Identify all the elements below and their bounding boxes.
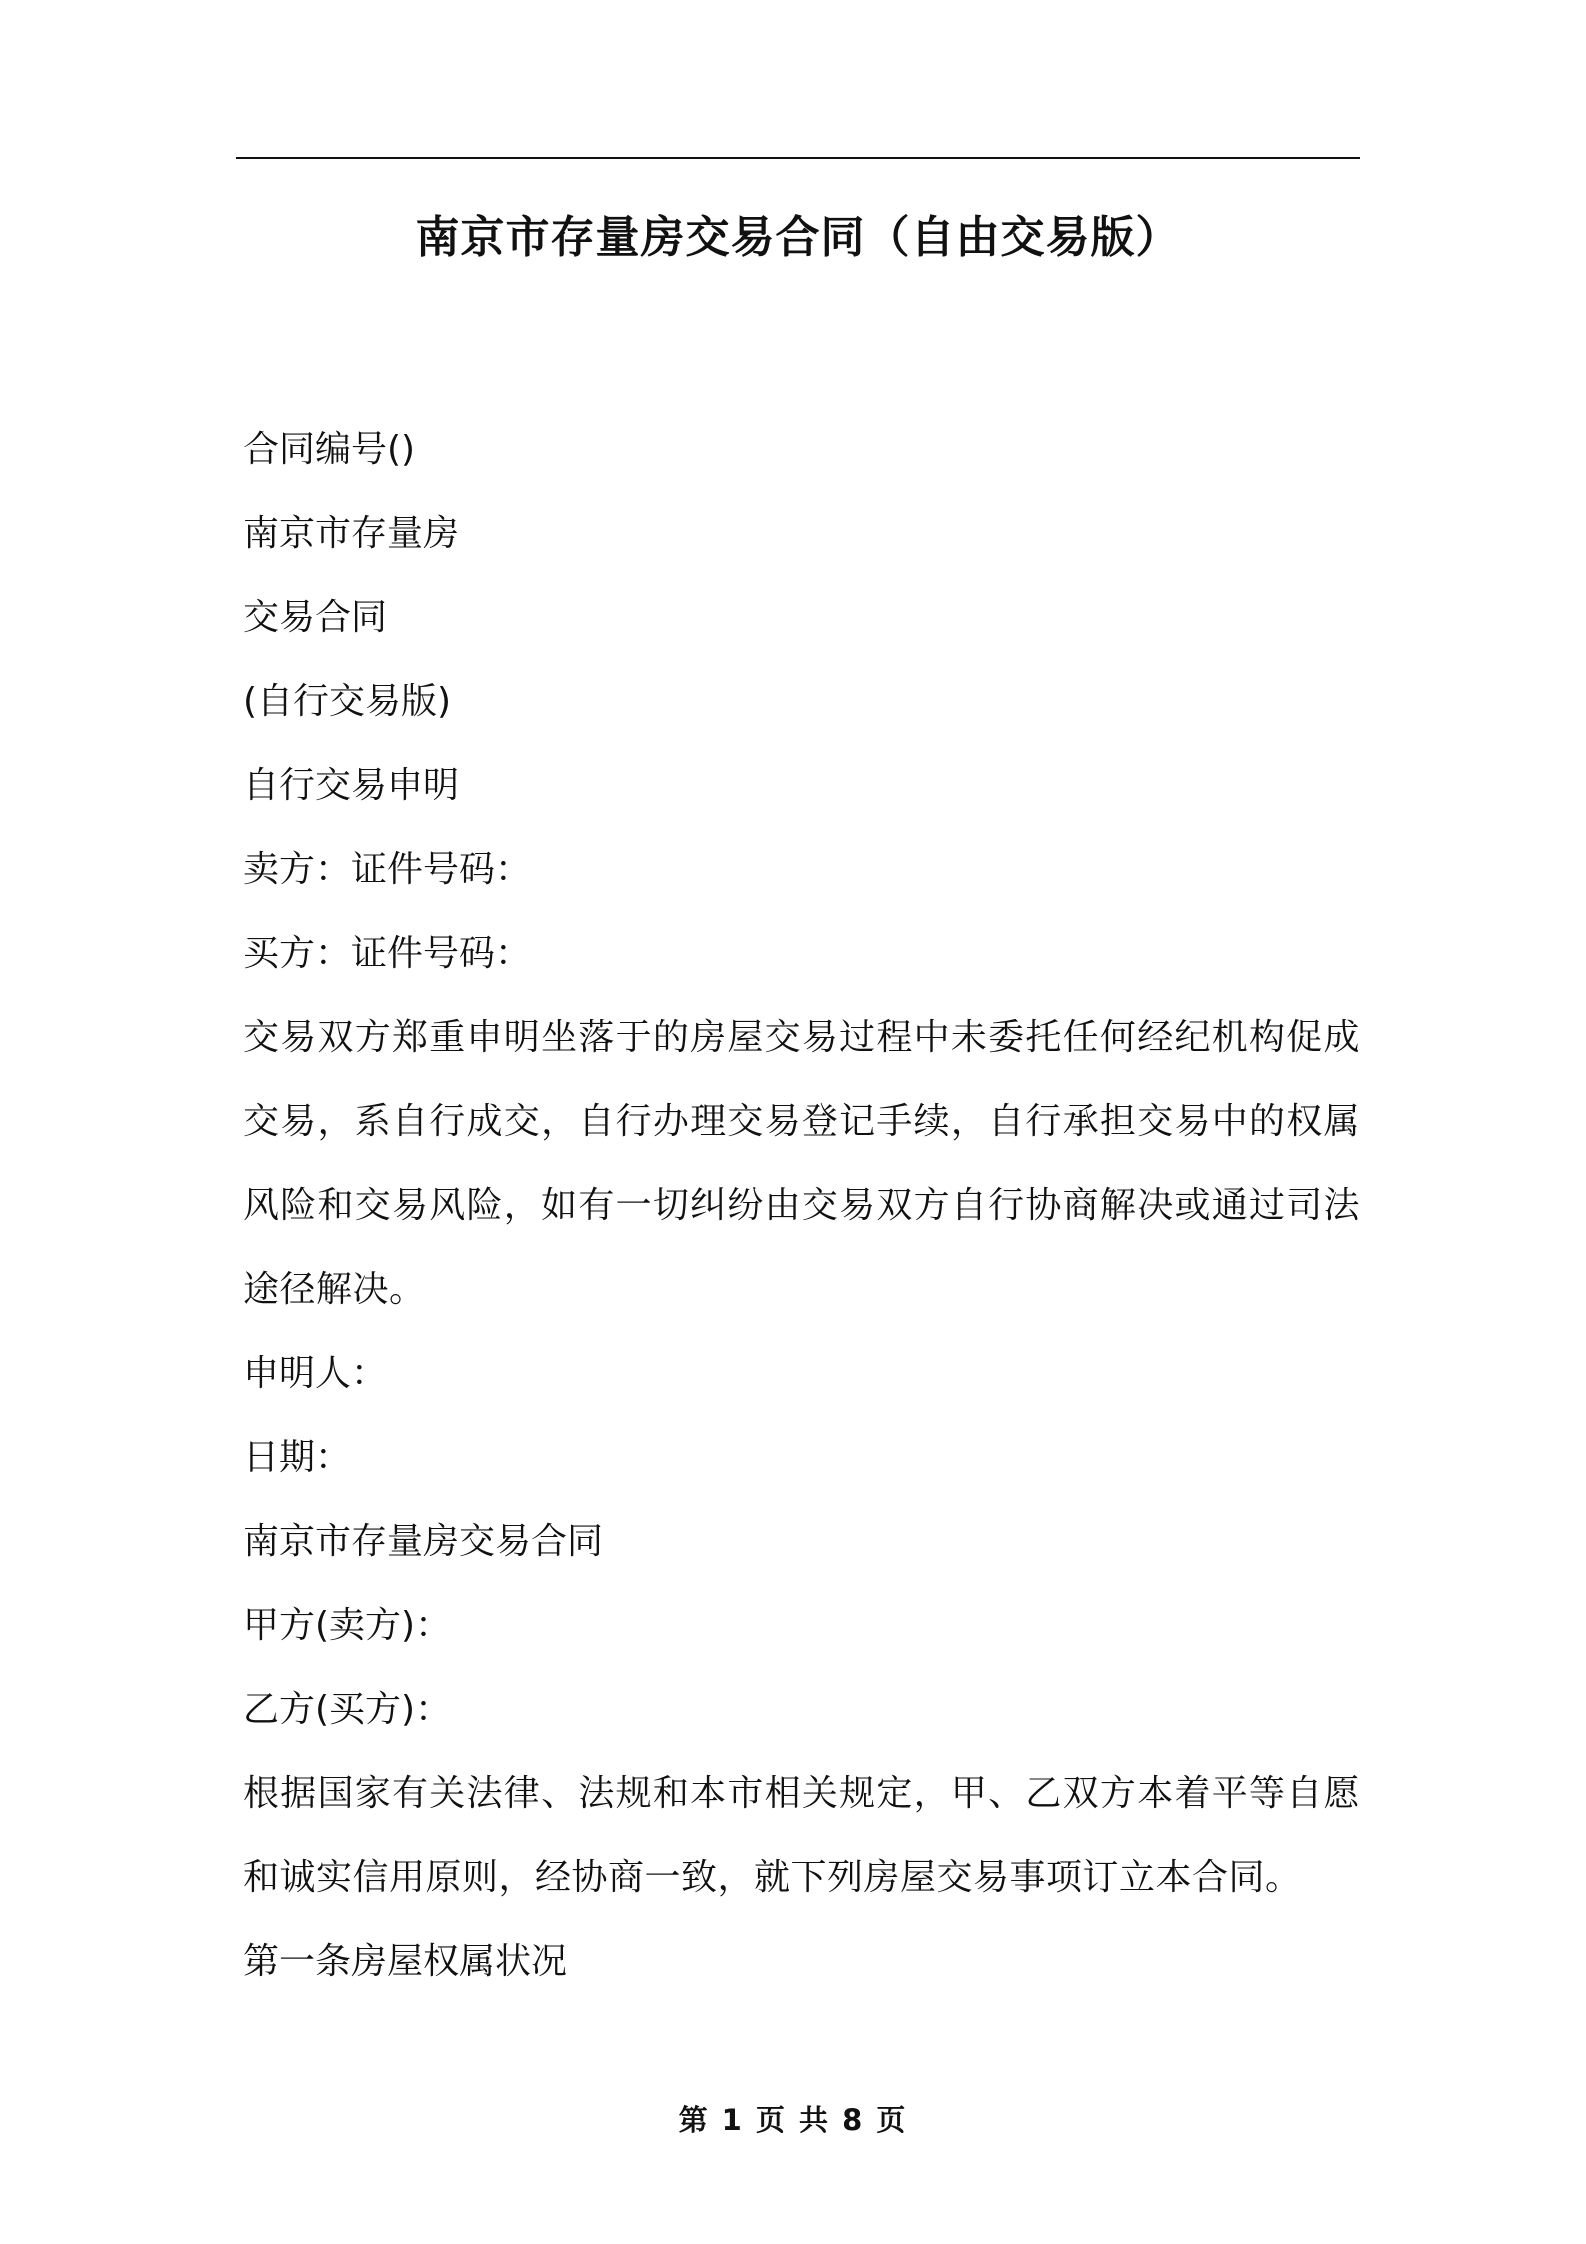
declaration-heading: 自行交易申明	[243, 765, 460, 806]
document-body	[243, 408, 1360, 2004]
cover-edition-line: (自行交易版)	[243, 681, 452, 722]
article-one-heading: 第一条房屋权属状况	[243, 1941, 568, 1982]
party-b-label: 乙方(买方)：	[243, 1689, 452, 1730]
buyer-id-line: 买方：证件号码：	[243, 933, 532, 974]
header-rule	[236, 157, 1360, 159]
cover-title-line-2: 交易合同	[243, 597, 388, 638]
declaration-paragraph: 交易双方郑重申明坐落于的房屋交易过程中未委托任何经纪机构促成交易，系自行成交，自行办理交易登记手续，自行承担交易中的权属风险和交易风险，如有一切纠纷由交易双方自行协商解决或通过司法途径解决。	[243, 1017, 1360, 1310]
basis-paragraph: 根据国家有关法律、法规和本市相关规定，甲、乙双方本着平等自愿和诚实信用原则，经协商一致，就下列房屋交易事项订立本合同。	[243, 1773, 1360, 1898]
contract-heading: 南京市存量房交易合同	[243, 1521, 604, 1562]
party-a-label: 甲方(卖方)：	[243, 1605, 452, 1646]
date-label: 日期：	[243, 1437, 352, 1478]
declarant-label: 申明人：	[243, 1353, 388, 1394]
cover-title-line-1: 南京市存量房	[243, 513, 460, 554]
contract-number-line: 合同编号()	[243, 429, 416, 470]
page-indicator: 第 1 页 共 8 页	[678, 2103, 908, 2137]
document-title: 南京市存量房交易合同（自由交易版）	[415, 212, 1181, 263]
seller-id-line: 卖方：证件号码：	[243, 849, 532, 890]
